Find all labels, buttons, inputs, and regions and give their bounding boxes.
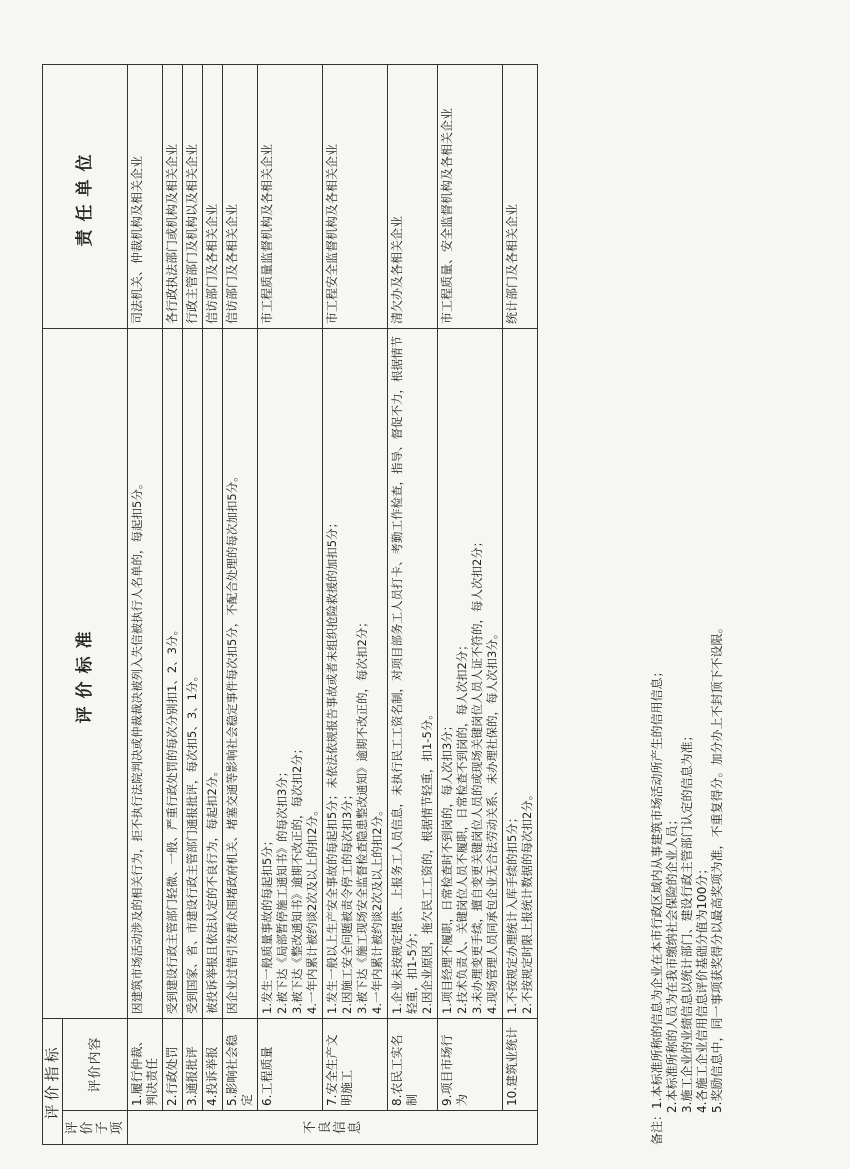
table-row [128, 64, 163, 1144]
notes-block [650, 65, 725, 1145]
row-unit: 统计部门及各相关企业 [503, 64, 538, 328]
row-criteria [438, 328, 503, 1018]
table-row [203, 64, 223, 1144]
criteria-line: 4.一年内累计被约谈2次及以上的扣2分。 [370, 804, 384, 1014]
row-criteria [183, 328, 203, 1018]
group-label: 不良信息 [128, 1111, 538, 1145]
criteria-line: 因企业过错引发群众围堵政府机关、堵塞交通等影响社会稳定事件每次扣5分，不配合处理的每次加扣5分。 [225, 470, 239, 1014]
row-content: 1.履行仲裁、判决责任 [128, 1018, 163, 1110]
criteria-line: 1.发生一般以上生产安全事故的每起扣5分；未依法依规报告事故或者未组织抢险救援的加扣5分； [325, 516, 339, 1014]
row-content: 10.建筑业统计 [503, 1018, 538, 1110]
evaluation-table [42, 64, 538, 1145]
criteria-line: 因建筑市场活动涉及的相关行为，拒不执行法院判决或仲裁裁决被列入失信被执行人名单的，每起扣5分。 [130, 477, 144, 1014]
row-unit: 市工程质量、安全监督机构及各相关企业 [438, 64, 503, 328]
row-content: 8.农民工实名制 [388, 1018, 438, 1110]
criteria-line: 2.被下达《局部暂停施工通知书》的每次扣3分； [275, 765, 289, 1014]
criteria-line: 2.因企业原因，拖欠民工工资的，根据情节轻重，扣1-5分。 [420, 708, 434, 1014]
row-criteria [388, 328, 438, 1018]
row-unit: 司法机关、仲裁机构及相关企业 [128, 64, 163, 328]
row-criteria [323, 328, 388, 1018]
notes-first-line [650, 65, 665, 1145]
row-content: 6.工程质量 [258, 1018, 323, 1110]
criteria-line: 1.企业未按规定提供、上报务工人员信息，未执行民工工资名制，对项目部务工人员打卡、考勤工作检查，指导、督促不力，根据情节轻重，扣1-5分； [390, 336, 419, 1014]
row-content: 9.项目市场行为 [438, 1018, 503, 1110]
criteria-line: 被投诉举报且依法认定的不良行为，每起扣2分。 [205, 765, 219, 1014]
note-item: 3.施工企业的业绩信息以统计部门、建设行政主管部门认定的信息为准； [680, 729, 694, 1113]
criteria-line: 4.一年内累计被约谈2次及以上的扣2分。 [305, 804, 319, 1014]
header-indicator: 评价指标 [43, 1018, 63, 1144]
row-criteria [163, 328, 183, 1018]
row-unit: 各行政执法部门或机构及相关企业 [163, 64, 183, 328]
criteria-line: 3.未办理变更手续，擅自变更关键岗位人员的或现场关键岗位人员人证不符的，每人次扣2分； [470, 535, 484, 1014]
row-content: 2.行政处罚 [163, 1018, 183, 1110]
row-criteria [128, 328, 163, 1018]
row-unit: 行政主管部门及机构以及相关企业 [183, 64, 203, 328]
criteria-line: 3.被下达《整改通知书》逾期不改正的，每次扣2分； [290, 742, 304, 1014]
row-unit: 市工程质量监督机构及各相关企业 [258, 64, 323, 328]
table-row [323, 64, 388, 1144]
row-criteria [203, 328, 223, 1018]
row-content: 3.通报批评 [183, 1018, 203, 1110]
row-content: 5.影响社会稳定 [223, 1018, 258, 1110]
criteria-line: 1.项目经理不履职，日常检查时不到岗的，每人次扣3分； [440, 719, 454, 1014]
criteria-line: 受到建设行政主管部门轻微、一般、严重行政处罚的每次分别扣1、2、3分。 [165, 624, 179, 1014]
row-criteria [258, 328, 323, 1018]
note-item: 2.本标准所称的人员为在我市缴纳社会保险的企业人员； [665, 813, 679, 1113]
criteria-line: 2.不按规定时限上报统计数据的每次扣2分。 [520, 788, 534, 1014]
row-unit: 信访部门及各相关企业 [203, 64, 223, 328]
criteria-line: 1.不按规定办理统计入库手续的扣5分； [505, 811, 519, 1014]
header-row-1 [43, 64, 63, 1144]
criteria-line: 2.因施工安全问题被责令停工的每次扣3分； [340, 788, 354, 1014]
row-unit: 信访部门及各相关企业 [223, 64, 258, 328]
note-item: 1.本标准所称的信息为企业在本市行政区域内从事建筑市场活动所产生的信用信息； [650, 665, 664, 1109]
header-content: 评价内容 [63, 1018, 128, 1110]
notes-label: 备注： [650, 1108, 664, 1145]
header-sub-item: 评价子项 [63, 1111, 128, 1145]
header-unit: 责任单位 [43, 64, 128, 328]
row-criteria [503, 328, 538, 1018]
row-unit: 清欠办及各相关企业 [388, 64, 438, 328]
table-row [258, 64, 323, 1144]
table-row [438, 64, 503, 1144]
row-unit: 市工程安全监督机构及各相关企业 [323, 64, 388, 328]
row-content: 4.投诉举报 [203, 1018, 223, 1110]
note-item: 4.各施工企业信用信息评价基础分值为100分； [695, 862, 709, 1113]
rotated-table-area [42, 65, 724, 1145]
table-row [223, 64, 258, 1144]
criteria-line: 3.被下达《施工现场安全监督检查隐患整改通知》逾期不改正的，每次扣2分； [355, 616, 369, 1014]
table-row [388, 64, 438, 1144]
table-row [163, 64, 183, 1144]
criteria-line: 受到国家、省、市建设行政主管部门通报批评，每次扣5、3、1分。 [185, 670, 199, 1014]
row-content: 7.安全生产文明施工 [323, 1018, 388, 1110]
table-row [503, 64, 538, 1144]
table-row [183, 64, 203, 1144]
row-criteria [223, 328, 258, 1018]
criteria-line: 1.发生一般质量事故的每起扣5分； [260, 834, 274, 1014]
criteria-line: 4.现场管理人员同承包企业无合法劳动关系、未办理社保的，每人次扣3分。 [485, 627, 499, 1014]
header-criteria: 评价标准 [43, 328, 128, 1018]
note-item: 5.奖励信息中，同一事项获奖得分以最高奖项为准，不重复得分。加分办上不封顶下不设限。 [710, 621, 724, 1113]
criteria-line: 2.技术负责人、关键岗位人员不履职，日常检查不到岗的，每人次扣2分； [455, 639, 469, 1014]
